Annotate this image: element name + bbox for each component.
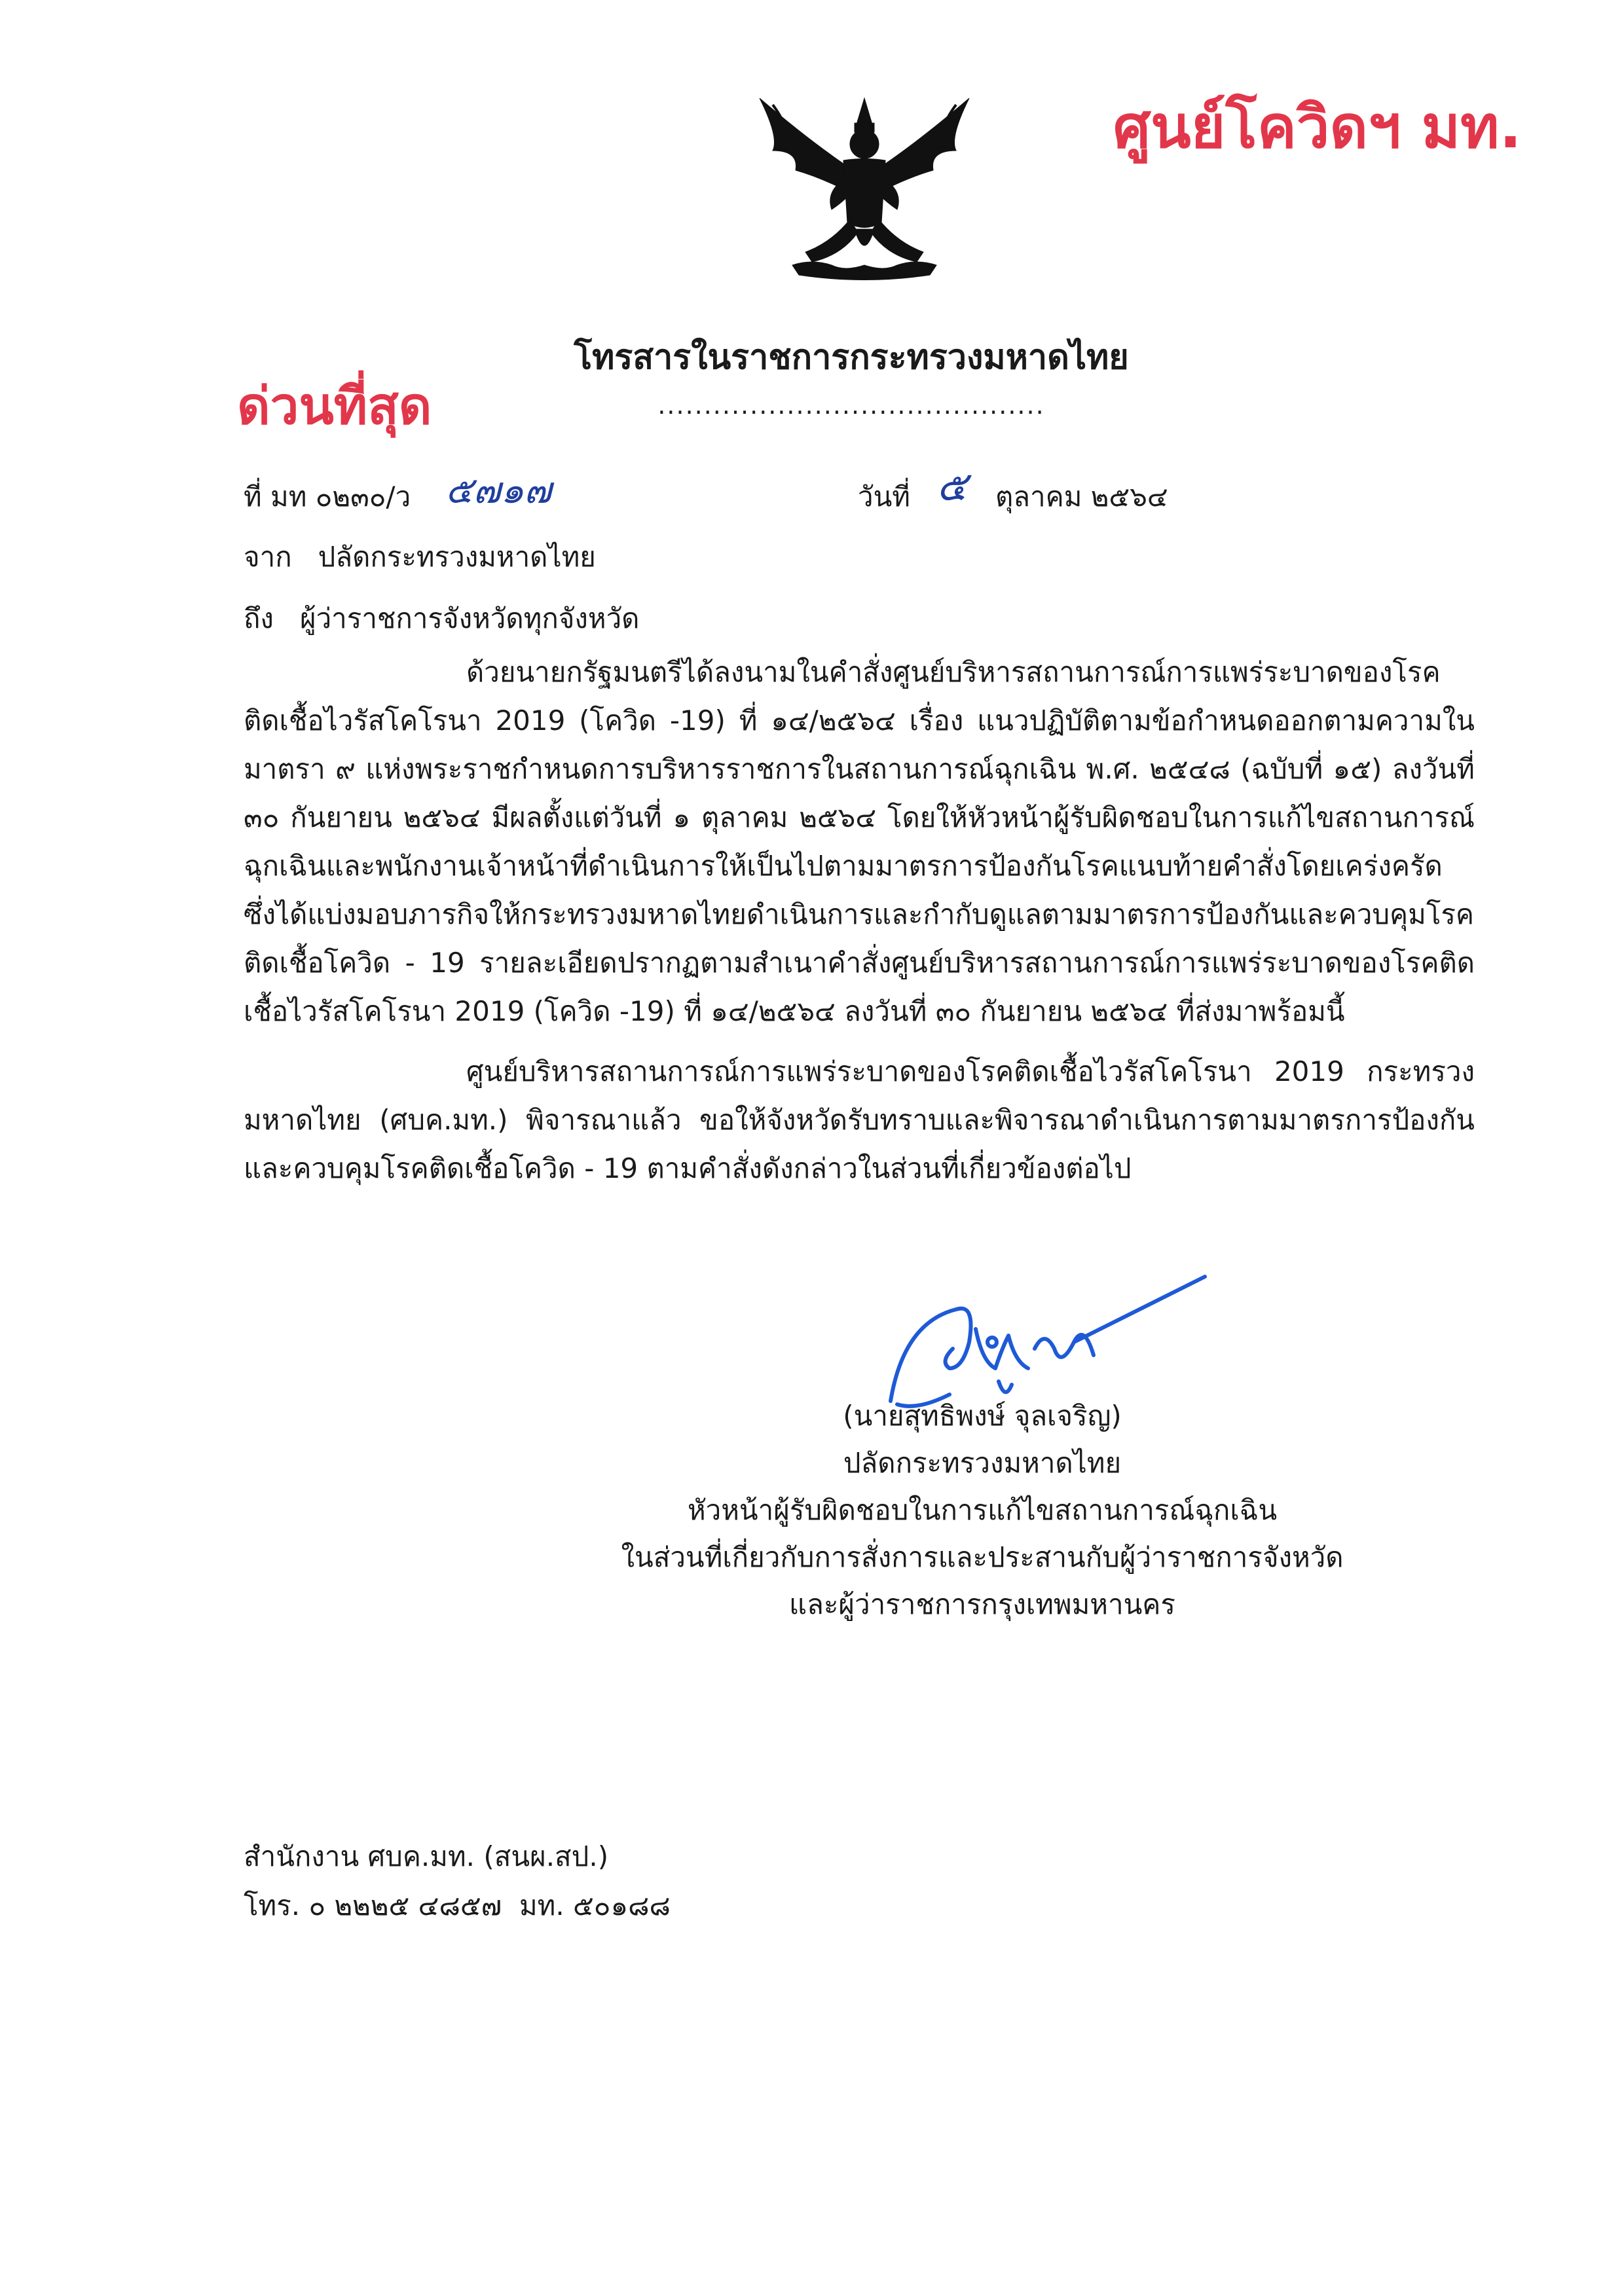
signer-name: (นายสุทธิพงษ์ จุลเจริญ) [843,1400,1122,1432]
covid-center-stamp: ศูนย์โควิดฯ มท. [1113,93,1522,162]
body-paragraph-1: ด้วยนายกรัฐมนตรีได้ลงนามในคำสั่งศูนย์บริหารสถานการณ์การแพร่ระบาดของโรคติดเชื้อไวรัสโคโรนา 2019 (โควิด -19) ที่ ๑๔/๒๕๖๔ เรื่อง แนวปฏิบัติตามข้อกำหนดออกตามความในมาตรา ๙ แห่งพระราชกำหนดการบริหารราชการในสถานการณ์ฉุกเฉิน พ.ศ. ๒๕๔๘ (ฉบับที่ ๑๕) ลงวันที่ ๓๐ กันยายน ๒๕๖๔ มีผลตั้งแต่วันที่ ๑ ตุลาคม ๒๕๖๔ โดยให้หัวหน้าผู้รับผิดชอบในการแก้ไขสถานการณ์ฉุกเฉินและพนักงานเจ้าหน้าที่ดำเนินการให้เป็นไปตามมาตรการป้องกันโรคแนบท้ายคำสั่งโดยเคร่งครัด ซึ่งได้แบ่งมอบภารกิจให้กระทรวงมหาดไทยดำเนินการและกำกับดูแลตามมาตรการป้องกันและควบคุมโรคติดเชื้อโควิด - 19 รายละเอียดปรากฏตามสำเนาคำสั่งศูนย์บริหารสถานการณ์การแพร่ระบาดของโรคติดเชื้อไวรัสโคโรนา 2019 (โควิด -19) ที่ ๑๔/๒๕๖๔ ลงวันที่ ๓๐ กันยายน ๒๕๖๔ ที่ส่งมาพร้อมนี้ [244,656,1475,1027]
urgent-stamp: ด่วนที่สุด [237,377,432,436]
reference-number-handwritten: ๕๗๑๗ [445,469,552,512]
reference-number-label: ที่ มท ๐๒๓๐/ว [244,481,411,513]
date-month-year: ตุลาคม ๒๕๖๔ [995,481,1168,513]
header-dotted-line: .......................................... [657,391,1045,420]
signer-position-3: ในส่วนที่เกี่ยวกับการสั่งการและประสานกับผู้ว่าราชการจังหวัด [621,1541,1344,1573]
footer-office: สำนักงาน ศบค.มท. (สนผ.สป.) [244,1840,609,1872]
date-label: วันที่ [858,481,910,513]
document-header-title: โทรสารในราชการกระทรวงมหาดไทย [574,338,1129,377]
signer-position-2: หัวหน้าผู้รับผิดชอบในการแก้ไขสถานการณ์ฉุกเฉิน [687,1494,1278,1526]
from-line: จาก ปลัดกระทรวงมหาดไทย [244,541,596,573]
signer-position-1: ปลัดกระทรวงมหาดไทย [843,1447,1122,1479]
body-paragraph-2: ศูนย์บริหารสถานการณ์การแพร่ระบาดของโรคติดเชื้อไวรัสโคโรนา 2019 กระทรวงมหาดไทย (ศบค.มท.) พิจารณาแล้ว ขอให้จังหวัดรับทราบและพิจารณาดำเนินการตามมาตรการป้องกันและควบคุมโรคติดเชื้อโควิด - 19 ตามคำสั่งดังกล่าวในส่วนที่เกี่ยวข้องต่อไป [244,1055,1475,1184]
footer-phone: โทร. ๐ ๒๒๒๕ ๔๘๕๗ มท. ๕๐๑๘๘ [244,1889,671,1922]
garuda-emblem [733,79,995,295]
signer-position-4: และผู้ว่าราชการกรุงเทพมหานคร [789,1588,1175,1620]
date-day-handwritten: ๕ [936,462,967,510]
signature [877,1270,1218,1421]
to-line: ถึง ผู้ว่าราชการจังหวัดทุกจังหวัด [244,602,640,634]
